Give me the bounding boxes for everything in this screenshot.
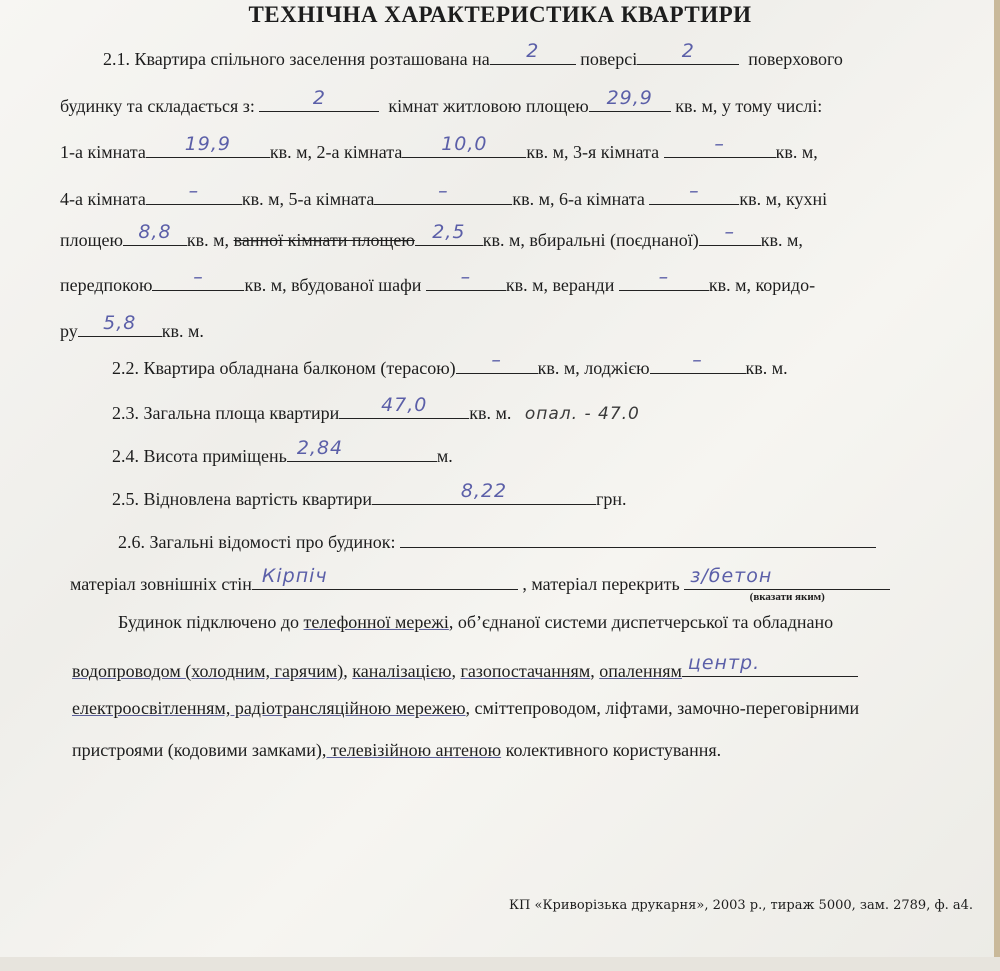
- walls-material-field[interactable]: Кірпіч: [252, 569, 518, 590]
- label: кв. м, лоджією: [537, 358, 650, 378]
- s25-line: [112, 480, 627, 510]
- balcony-field[interactable]: –: [456, 353, 538, 374]
- label: кв. м, вбудованої шафи: [244, 275, 422, 295]
- rooms-field[interactable]: 2: [259, 91, 379, 112]
- s21-line6: [60, 266, 816, 296]
- veranda-field[interactable]: –: [619, 270, 709, 291]
- room6-field[interactable]: –: [649, 184, 739, 205]
- heating-field[interactable]: центр.: [682, 656, 858, 677]
- wc-field[interactable]: –: [699, 225, 761, 246]
- label: кв. м.: [469, 403, 512, 423]
- s21-line4: [60, 180, 828, 210]
- s26-line2: [70, 565, 890, 603]
- underlined-text: водопроводом (холодним, гарячим): [72, 661, 344, 681]
- s26-line1: [118, 527, 876, 553]
- underlined-text: газопостачанням: [460, 661, 591, 681]
- label: , матеріал перекрить: [522, 574, 680, 594]
- label: кв. м.: [745, 358, 788, 378]
- hint-label: (вказати яким): [749, 591, 825, 603]
- underlined-text: електроосвітленням, радіотрансляційною мережею: [72, 698, 466, 718]
- label: кв. м,: [760, 230, 803, 250]
- label: кв. м,: [186, 230, 230, 250]
- label: 2.3. Загальна площа квартири: [112, 403, 340, 423]
- label: 1-а кімната: [60, 142, 146, 162]
- underlined-text: , телевізійною антеною: [321, 740, 502, 760]
- label: 2.2. Квартира обладнана балконом (терасою): [112, 358, 456, 378]
- handwritten-note: опал. - 47.0: [524, 404, 640, 424]
- height-field[interactable]: 2,84: [287, 441, 437, 462]
- label: кв. м, 3-я кімната: [526, 142, 660, 162]
- s21-line1: [103, 40, 843, 70]
- room5-field[interactable]: –: [374, 184, 512, 205]
- s22-line: [112, 349, 788, 379]
- label: кімнат житловою площею: [388, 96, 589, 116]
- printer-footer: КП «Криворізька друкарня», 2003 р., тираж 5000, зам. 2789, ф. а4.: [509, 898, 974, 913]
- label: 2.1. Квартира спільного заселення розташована на: [103, 49, 490, 69]
- label: кв. м, коридо-: [708, 275, 816, 295]
- text: ,: [343, 661, 353, 681]
- page-title: ТЕХНІЧНА ХАРАКТЕРИСТИКА КВАРТИРИ: [248, 2, 752, 27]
- room3-field[interactable]: –: [664, 137, 776, 158]
- label: кв. м, веранди: [505, 275, 615, 295]
- label: кв. м, 6-а кімната: [512, 189, 645, 209]
- bath-field[interactable]: 2,5: [415, 225, 483, 246]
- room4-field[interactable]: –: [146, 184, 242, 205]
- para-line2: [72, 652, 858, 682]
- room1-field[interactable]: 19,9: [146, 137, 270, 158]
- loggia-field[interactable]: –: [650, 353, 746, 374]
- label: кв. м,: [269, 142, 312, 162]
- text: , сміттепроводом, ліфтами, замочно-переговірними: [465, 698, 860, 718]
- label: кв. м, 5-а кімната: [241, 189, 375, 209]
- label: грн.: [596, 489, 627, 509]
- label-struck: ванної кімнати площею: [233, 230, 415, 250]
- paper-bottom-edge: [0, 957, 1000, 971]
- label: кв. м, вбиральні (поєднаної): [482, 230, 699, 250]
- text: , об’єднаної системи диспетчерської та обладнано: [448, 612, 834, 632]
- floors-material-field[interactable]: з/бетон (вказати яким): [684, 569, 890, 590]
- kitchen-field[interactable]: 8,8: [123, 225, 187, 246]
- label: ру: [60, 321, 78, 341]
- s23-line: [112, 394, 640, 424]
- underlined-text: каналізацією: [352, 661, 452, 681]
- s24-line: [112, 437, 453, 467]
- underlined-text: опаленням: [599, 661, 682, 681]
- para-line4: [72, 740, 721, 761]
- label: будинку та складається з:: [60, 96, 255, 116]
- text: пристроями (кодовими замками): [72, 740, 322, 760]
- para-line3: [72, 698, 859, 719]
- label: матеріал зовнішніх стін: [70, 574, 252, 594]
- label: кв. м, у тому числі:: [675, 96, 823, 116]
- paper-edge: [994, 0, 1000, 971]
- label: поверхового: [748, 49, 843, 69]
- cost-field[interactable]: 8,22: [372, 484, 596, 505]
- label: 4-а кімната: [60, 189, 146, 209]
- total-area-field[interactable]: 47,0: [339, 398, 469, 419]
- text: Будинок підключено до: [118, 612, 304, 632]
- label: 2.4. Висота приміщень: [112, 446, 287, 466]
- label: кв. м.: [161, 321, 204, 341]
- label: 2-а кімната: [316, 142, 403, 162]
- s21-line7: [60, 312, 204, 342]
- label: кв. м, кухні: [739, 189, 828, 209]
- label: м.: [436, 446, 453, 466]
- living-area-field[interactable]: 29,9: [589, 91, 671, 112]
- label: кв. м,: [775, 142, 818, 162]
- text: ,: [451, 661, 461, 681]
- text: колективного користування.: [501, 740, 722, 760]
- label: передпокою: [60, 275, 153, 295]
- s21-line5: [60, 221, 803, 251]
- underlined-text: телефонної мережі: [303, 612, 449, 632]
- closet-field[interactable]: –: [426, 270, 506, 291]
- label: поверсі: [580, 49, 638, 69]
- s21-line3: [60, 133, 818, 163]
- corridor-field[interactable]: 5,8: [78, 316, 162, 337]
- hall-field[interactable]: –: [152, 270, 244, 291]
- floors-total-field[interactable]: 2: [637, 44, 739, 65]
- label: площею: [60, 230, 123, 250]
- room2-field[interactable]: 10,0: [402, 137, 526, 158]
- para-line1: [118, 612, 833, 633]
- text: ,: [590, 661, 600, 681]
- building-info-field[interactable]: [400, 527, 876, 548]
- s21-line2: [60, 87, 823, 117]
- floor-field[interactable]: 2: [490, 44, 576, 65]
- label: 2.5. Відновлена вартість квартири: [112, 489, 372, 509]
- label: 2.6. Загальні відомості про будинок:: [118, 532, 396, 552]
